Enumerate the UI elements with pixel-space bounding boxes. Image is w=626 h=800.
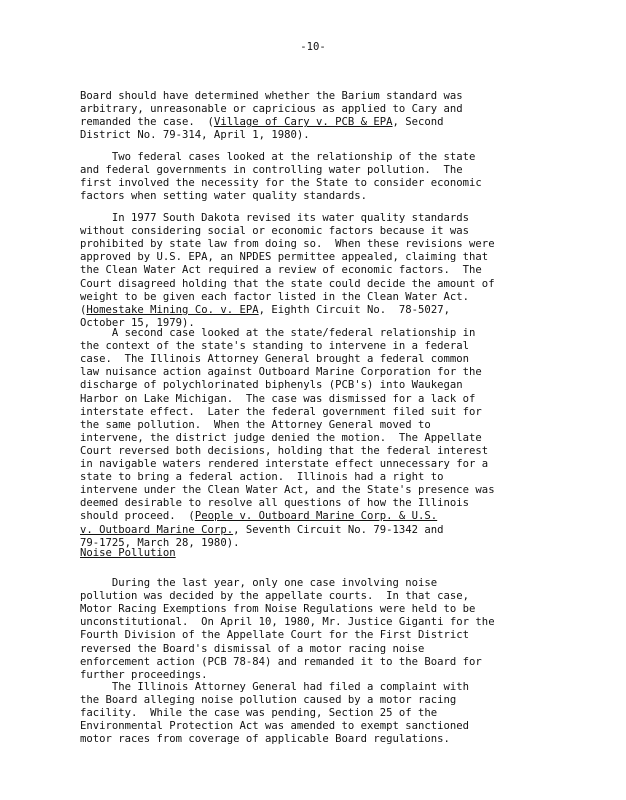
- text-run: During the last year, only one case involving noise: [80, 577, 438, 589]
- text-run: 79-1725, March 28, 1980).: [80, 536, 240, 549]
- text-line: [80, 694, 456, 707]
- text-run: District No. 79-314, April 1, 1980).: [80, 129, 310, 142]
- text-run: Harbor on Lake Michigan. The case was dismissed for a lack of: [80, 392, 476, 405]
- text-run: further proceedings.: [80, 668, 208, 681]
- text-line: [80, 603, 475, 616]
- text-run: intervene under the Clean Water Act, and the State's presence was: [80, 484, 495, 497]
- text-line: [80, 510, 437, 523]
- underlined-text: Homestake Mining Co. v. EPA: [86, 303, 259, 316]
- text-run: A second case looked at the state/federal relationship in: [80, 327, 476, 339]
- text-run: remanded the case. (: [80, 116, 214, 129]
- text-line: [80, 291, 469, 304]
- text-line: [80, 251, 488, 264]
- text-line: [80, 484, 495, 497]
- text-run: In 1977 South Dakota revised its water quality standards: [80, 212, 470, 224]
- text-line: [80, 212, 469, 225]
- underlined-text: v. Outboard Marine Corp.: [80, 523, 234, 536]
- page-number: -10-: [300, 41, 326, 53]
- text-line: [80, 720, 469, 733]
- text-run: interstate effect. Later the federal government filed suit for: [80, 405, 482, 418]
- text-run: Two federal cases looked at the relationship of the state: [80, 151, 476, 163]
- text-line: [80, 379, 463, 392]
- text-run: reversed the Board's dismissal of a motor racing noise: [80, 642, 425, 655]
- text-line: [80, 681, 469, 694]
- text-line: [80, 264, 482, 277]
- text-line: [80, 190, 367, 203]
- text-line: [80, 327, 475, 340]
- text-run: , Eighth Circuit No. 78-5027,: [258, 303, 450, 316]
- text-line: [80, 393, 475, 406]
- text-run: Fourth Division of the Appellate Court for the First District: [80, 629, 470, 642]
- text-run: , Seventh Circuit No. 79-1342 and: [233, 523, 444, 536]
- text-line: [80, 164, 463, 177]
- text-line: [80, 419, 431, 432]
- text-line: [80, 406, 482, 419]
- underlined-text: Noise Pollution: [80, 547, 176, 559]
- text-run: weight to be given each factor listed in the Clean Water Act.: [80, 290, 470, 303]
- text-run: first involved the necessity for the State to consider economic: [80, 177, 482, 190]
- text-run: enforcement action (PCB 78-84) and remanded it to the Board for: [80, 655, 482, 668]
- text-run: should proceed. (: [80, 510, 195, 523]
- text-line: [80, 471, 444, 484]
- text-run: facility. While the case was pending, Section 25 of the: [80, 707, 438, 720]
- text-line: [80, 103, 463, 116]
- text-run: in navigable waters rendered interstate effect unnecessary for a: [80, 458, 489, 470]
- text-line: [80, 656, 482, 669]
- text-run: without considering social or economic factors because it was: [80, 225, 470, 238]
- text-run: and federal governments in controlling water pollution. The: [80, 164, 463, 177]
- text-run: motor races from coverage of applicable Board regulations.: [80, 733, 450, 746]
- text-line: [80, 629, 469, 642]
- text-run: the Board alleging noise pollution caused by a motor racing: [80, 694, 457, 707]
- text-line: [80, 707, 437, 720]
- text-run: discharge of polychlorinated biphenyls (PCB's) into Waukegan: [80, 379, 463, 392]
- text-run: , Second: [392, 116, 444, 129]
- text-line: [80, 278, 495, 291]
- text-line: [80, 669, 208, 682]
- text-run: Environmental Protection Act was amended to exempt sanctioned: [80, 720, 470, 733]
- text-run: Court disagreed holding that the state could decide the amount of: [80, 277, 495, 290]
- text-run: October 15, 1979).: [80, 316, 195, 329]
- text-run: factors when setting water quality standards.: [80, 190, 368, 203]
- underlined-text: Village of Cary v. PCB & EPA: [213, 116, 393, 129]
- text-line: [80, 151, 475, 164]
- text-run: approved by U.S. EPA, an NPDES permittee appealed, claiming that: [80, 251, 489, 264]
- text-run: intervene, the district judge denied the motion. The Appellate: [80, 431, 482, 444]
- text-line: [80, 238, 495, 251]
- text-line: [80, 129, 310, 142]
- text-line: [80, 225, 469, 238]
- text-run: state to bring a federal action. Illinois had a right to: [80, 471, 444, 484]
- text-line: [80, 524, 444, 537]
- text-run: The Illinois Attorney General had filed a complaint with: [80, 681, 470, 693]
- text-run: the Clean Water Act required a review of economic factors. The: [80, 264, 482, 277]
- text-line: [80, 340, 469, 353]
- text-line: [80, 616, 495, 629]
- text-line: [80, 590, 469, 603]
- text-run: Motor Racing Exemptions from Noise Regulations were held to be: [80, 603, 476, 616]
- text-line: [80, 353, 469, 366]
- text-line: [80, 643, 424, 656]
- text-line: [80, 445, 488, 458]
- text-run: law nuisance action against Outboard Marine Corporation for the: [80, 366, 482, 379]
- text-line: [80, 432, 482, 445]
- underlined-text: People v. Outboard Marine Corp. & U.S.: [194, 510, 438, 523]
- text-line: [80, 458, 488, 471]
- text-line: [80, 366, 482, 379]
- text-run: Board should have determined whether the Barium standard was: [80, 90, 463, 102]
- text-run: Court reversed both decisions, holding that the federal interest: [80, 444, 489, 457]
- text-line: [80, 304, 450, 317]
- text-line: [80, 497, 469, 510]
- text-run: deemed desirable to resolve all questions of how the Illinois: [80, 497, 470, 510]
- text-run: the context of the state's standing to intervene in a federal: [80, 340, 470, 353]
- text-run: case. The Illinois Attorney General brought a federal common: [80, 353, 470, 366]
- text-run: pollution was decided by the appellate courts. In that case,: [80, 590, 470, 603]
- text-line: [80, 547, 176, 560]
- text-run: (: [80, 303, 87, 316]
- text-run: unconstitutional. On April 10, 1980, Mr. Justice Giganti for the: [80, 616, 495, 629]
- text-run: prohibited by state law from doing so. When these revisions were: [80, 238, 495, 251]
- text-run: the same pollution. When the Attorney General moved to: [80, 418, 431, 431]
- text-line: [80, 177, 482, 190]
- text-line: [80, 733, 450, 746]
- text-line: [80, 116, 444, 129]
- text-line: [80, 90, 463, 103]
- text-run: arbitrary, unreasonable or capricious as applied to Cary and: [80, 103, 463, 116]
- text-line: [80, 577, 437, 590]
